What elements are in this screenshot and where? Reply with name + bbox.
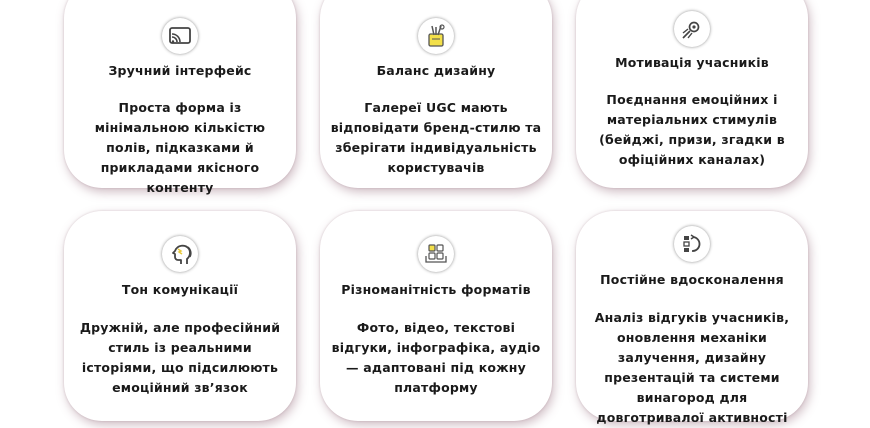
card-title: Тон комунікації <box>121 282 239 297</box>
feature-card-improvement <box>576 211 808 425</box>
shooting-star-icon <box>674 11 710 47</box>
card-title: Різноманітність форматів <box>341 282 531 297</box>
card-description: Аналіз відгуків учасників, оновлення механіки залучення, дизайну презентацій та системи винагород для довготривалої активності <box>594 310 790 425</box>
feature-card-motivation <box>576 0 808 188</box>
card-description: Галереї UGC мають відповідати бренд-стилю та зберігати індивідуальність користувачів <box>330 100 542 175</box>
card-description: Дружній, але професійний стиль із реальними історіями, що підсилюють емоційний зв’язок <box>79 320 281 395</box>
card-title: Постійне вдосконалення <box>600 272 784 287</box>
card-description: Проста форма із мінімальною кількістю полів, підказками й прикладами якісного контенту <box>94 100 266 195</box>
card-title: Зручний інтерфейс <box>108 63 252 78</box>
improvement-cycle-icon <box>674 226 710 262</box>
card-title: Мотивація учасників <box>615 55 769 70</box>
media-grid-icon <box>418 236 454 272</box>
card-description: Поєднання емоційних і матеріальних стимулів (бейджі, призи, згадки в офіційних каналах) <box>599 92 785 167</box>
speaking-head-icon <box>162 236 198 272</box>
design-tools-icon <box>418 18 454 54</box>
feature-card-interface <box>64 0 296 195</box>
card-title: Баланс дизайну <box>376 63 496 78</box>
feature-card-design-balance <box>320 0 552 188</box>
feature-card-formats <box>320 211 552 421</box>
card-description: Фото, відео, текстові відгуки, інфографіка, аудіо — адаптовані під кожну платформу <box>331 320 541 395</box>
cast-screen-icon <box>162 18 198 54</box>
feature-card-communication-tone <box>64 211 296 421</box>
